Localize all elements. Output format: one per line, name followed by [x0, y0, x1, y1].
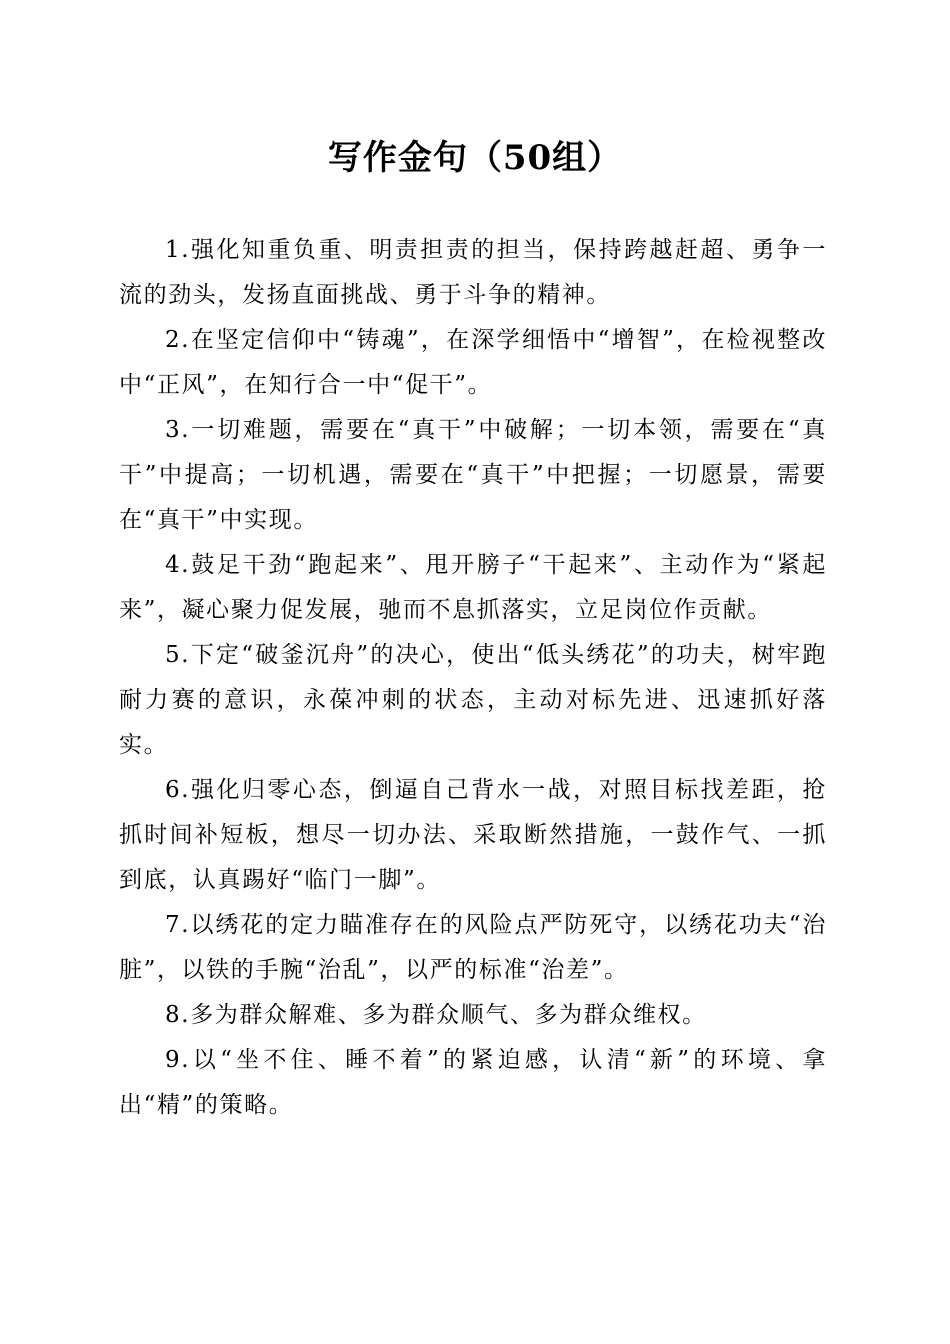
paragraph-5: 5.下定“破釜沉舟”的决心，使出“低头绣花”的功夫，树牢跑耐力赛的意识，永葆冲刺的状态，主动对标先进、迅速抓好落实。	[119, 642, 827, 758]
document-body	[119, 228, 827, 1128]
paragraph-8: 8.多为群众解难、多为群众顺气、多为群众维权。	[165, 1002, 707, 1028]
paragraph-6: 6.强化归零心态，倒逼自己背水一战，对照目标找差距，抢抓时间补短板，想尽一切办法、采取断然措施，一鼓作气、一抓到底，认真踢好“临门一脚”。	[119, 777, 827, 893]
paragraph-2: 2.在坚定信仰中“铸魂”，在深学细悟中“增智”，在检视整改中“正风”，在知行合一中“促干”。	[119, 327, 827, 398]
paragraph-7: 7.以绣花的定力瞄准存在的风险点严防死守，以绣花功夫“治脏”，以铁的手腕“治乱”，以严的标准“治差”。	[119, 912, 827, 983]
paragraph-9: 9.以“坐不住、睡不着”的紧迫感，认清“新”的环境、拿出“精”的策略。	[119, 1047, 827, 1118]
paragraph-3: 3.一切难题，需要在“真干”中破解；一切本领，需要在“真干”中提高；一切机遇，需要在“真干”中把握；一切愿景，需要在“真干”中实现。	[119, 417, 827, 533]
paragraph-4: 4.鼓足干劲“跑起来”、甩开膀子“干起来”、主动作为“紧起来”，凝心聚力促发展，驰而不息抓落实，立足岗位作贡献。	[119, 552, 827, 623]
paragraph-1: 1.强化知重负重、明责担责的担当，保持跨越赶超、勇争一流的劲头，发扬直面挑战、勇于斗争的精神。	[119, 237, 827, 308]
document-title: 写作金句（50组）	[327, 138, 623, 178]
